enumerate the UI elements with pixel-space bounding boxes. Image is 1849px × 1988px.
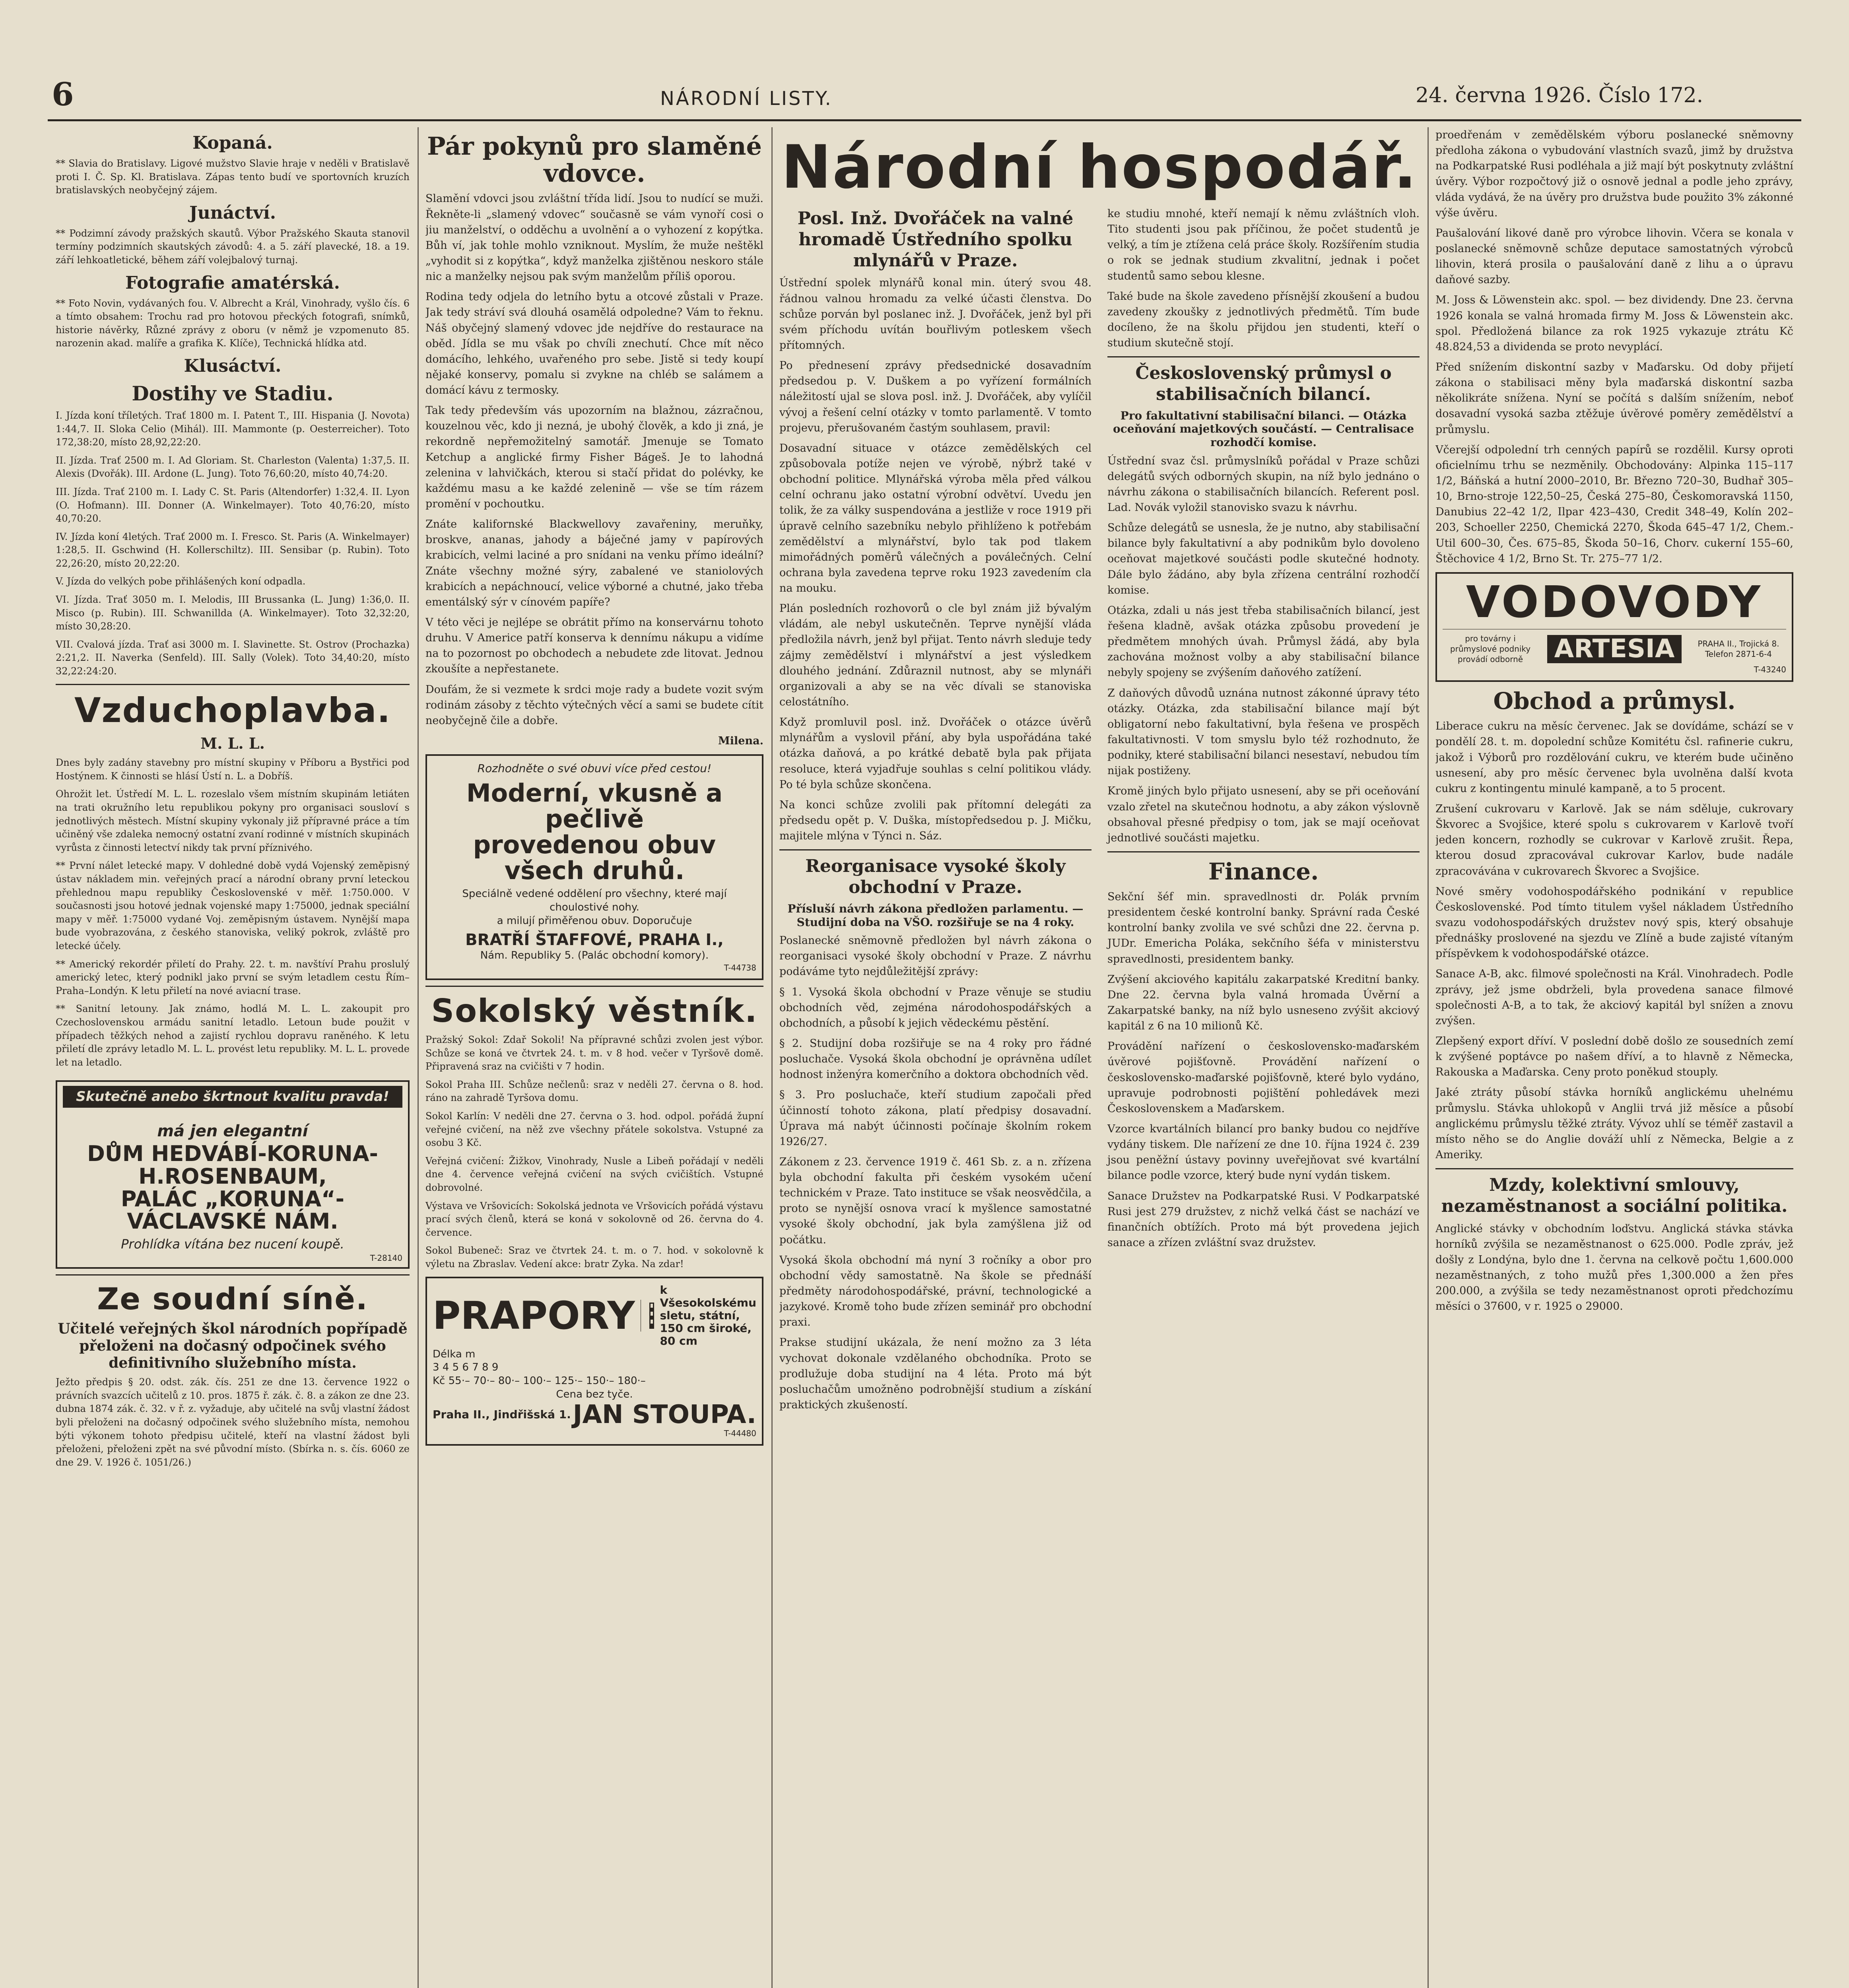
article-text: Znáte kalifornské Blackwellovy zavařeniny, meruňky, broskve, ananas, jahody a báječné jamy v papírových krabicích, velmi laciné a pro snídani na venku přímo ideální? Znáte všechny možné sýry, zabalené ve staniolových krabicích a nepáchnoucí, velice výborné a chutné, jako třeba ementálský sýr v cínovém papíře? (425, 518, 763, 608)
ad-seller: JAN STOUPA. (573, 1400, 756, 1429)
article-text: Z daňových důvodů uznána nutnost zákonné úpravy této otázky. Otázka, zda stabilisační bilance mají být obligatorní nebo fakultativní, byla řešena ve prospěch fakultativnosti. V tom smyslu bylo též rozhodnuto, že podniky, které stabilisační bilanci nesestaví, nebudou tím nijak postiženy. (1107, 687, 1420, 777)
shoe-advertisement (425, 754, 763, 980)
race-result: VII. Cvalová jízda. Trať asi 3000 m. I. Slavinette. St. Ostrov (Prochazka) 2:21,2. II. Naverka (Senfeld). III. Sally (Volek). Toto 34,40:20, místo 32,22:24:20. (56, 639, 410, 677)
article-text: Vzorce kvartálních bilancí pro banky budou co nejdříve vydány tiskem. Dle nařízení ze dne 10. října 1924 č. 239 jsou peněžní ústavy povinny uveřejňovat své kvartální bilance podle vzorce, který bude nyní vydán tiskem. (1107, 1122, 1420, 1182)
ad-title: PRAPORY (433, 1293, 635, 1338)
article-text: ** Americký rekordér přiletí do Prahy. 22. t. m. navštíví Prahu proslulý americký letec, který podnikl jako první se svým letadlem cestu Řím–Praha–Londýn. K letu přiletí na nové aviacní trase. (56, 958, 410, 996)
column-1 (56, 127, 410, 1988)
vodovody-advertisement (1435, 572, 1793, 682)
ad-note: Cena bez tyče. (556, 1388, 633, 1400)
article-text: Dosavadní situace v otázce zemědělských cel způsobovala potíže nejen ve výrobě, nýbrž také v obchodní politice. Mlynářská výroba měla před válkou celní ochranu jako ostatní výrobní odvětví. Uvedu jen tolik, že za války suspendována a jestliže v roce 1919 při úpravě celního sazebníku nebylo přihlíženo k potřebám zemědělství a mlynářství, bylo tak pod tlakem mimořádných poměrů válečných a poválečných. Celní ochrana byla zavedena teprve roku 1923 zavedením cla na mouku. (779, 442, 1092, 595)
article-text: Provádění nařízení o československo-maďarském úvěrové pojišťovně. Provádění nařízení o československo-maďarské pojišťovně, které bylo vydáno, upravuje podrobnosti pojištění pohledávek mezi Československem a Maďarskem. (1107, 1040, 1420, 1115)
article-text: ** První nálet letecké mapy. V dohledné době vydá Vojenský zeměpisný ústav nákladem min. veřejných prací a národní obrany první leteckou přehlednou mapu republiky Československé v měř. 1:750.000. V současnosti jsou hotové jednak vojenské mapy 1:75000, jednak speciální mapy v měř. 1:75000 vydané Voj. zeměpisným ústavem. Nynější mapa bude vyobrazována, z českého stanoviska, veliký pokrok, zvláště pro letecké účely. (56, 860, 410, 951)
article-text: § 3. Pro posluchače, kteří studium započali před účinností tohoto zákona, platí předpisy dosavadní. Úprava má nabýt účinnosti počínaje školním rokem 1926/27. (779, 1089, 1092, 1148)
section-heading: Kopaná. (192, 133, 273, 153)
article-text: Zákonem z 23. července 1919 č. 461 Sb. z. a n. zřízena byla obchodní fakulta při českém vysokém učení technickém v Praze. Tato instituce se však neosvědčila, a proto se nynější osnova vrací k myšlence samostatné vysoké školy obchodní, jak byla zamýšlena již od počátku. (779, 1155, 1092, 1246)
race-result: V. Jízda do velkých pobe přihlášených koní odpadla. (56, 576, 306, 587)
section-heading: Junáctví. (189, 202, 276, 223)
ad-code: T-43240 (1754, 665, 1786, 675)
section-heading: Mzdy, kolektivní smlouvy, nezaměstnanost a sociální politika. (1441, 1175, 1788, 1216)
article-text: Na konci schůze zvolili pak přítomní delegáti za předsedu opět p. V. Duška, místopředsedou p. J. Mičku, majitele mlýna v Týnci n. Sáz. (779, 798, 1092, 843)
divider (56, 684, 410, 685)
article-title: Posl. Inž. Dvořáček na valné hromadě Ústředního spolku mlynářů v Praze. (797, 208, 1074, 271)
article-text: Plán posledních rozhovorů o cle byl znám již bývalým vládám, ale nebyl uskutečněn. Teprve nynější vláda předložila návrh, jenž byl přijat. Tento návrh sleduje tedy zájmy zemědělství i mlynářství a jest výsledkem dlouhého jednání. Zdůraznil nutnost, aby se mlynáři organizovali a aby se na věc dívali se stanoviska celostátního. (779, 602, 1092, 709)
rosenbaum-advertisement (56, 1080, 410, 1268)
article-text: Sokol Karlín: V neděli dne 27. června o 3. hod. odpol. pořádá župní veřejné cvičení, na něž zve všechny přátele sokolstva. Vstupné za osobu 3 Kč. (425, 1110, 763, 1149)
ad-line: Rozhodněte o své obuvi více před cestou! (477, 762, 712, 775)
article-text: Rodina tedy odjela do letního bytu a otcové zůstali v Praze. Jak tedy stráví svá dlouhá osamělá odpoledne? Vám to řeknu. Náš obyčejný slamený vdovec jde nejdříve do restaurace na oběd. Jídla se mu však po chvíli znechutí. Chce mít něco domácího, lehkého, uvařeného pro sebe. Jistě si tedy koupí nějaké konservy, pomalu si zvykne na chléb se salámem a domácí kávu z termosky. (425, 291, 763, 397)
flag-icon (649, 1303, 654, 1329)
article-text: Když promluvil posl. inž. Dvořáček o otázce úvěrů mlynářům a vyslovil přání, aby byla uspořádána také otázka daňová, a po krátké debatě byla pak přijata resoluce, která vyjadřuje souhlas s celní politikou vlády. Po té byla schůze skončena. (779, 716, 1092, 791)
ad-line: má jen elegantní (157, 1122, 308, 1141)
ad-slogan: Skutečně anebo škrtnout kvalitu pravda! (63, 1086, 402, 1108)
article-text: ** Sanitní letouny. Jak známo, hodlá M. L. L. zakoupit pro Czechoslovenskou armádu sanitní letadlo. Letoun bude použit v případech těžkých nehod a zajistí rychlou dopravu raněného. K letu přiletí dle zprávy letadlo M. L. L. provést letu republiky. M. L. L. provede let na letadlo. (56, 1003, 410, 1068)
article-title: Československý průmysl o stabilisačních bilancí. (1135, 363, 1392, 405)
section-title: Národní hospodář. (781, 133, 1418, 202)
ad-line: k Všesokolskému sletu, státní, 150 cm široké, 80 cm (660, 1283, 757, 1348)
article-text: Ježto předpis § 20. odst. zák. čís. 251 ze dne 13. července 1922 o právních svazcích učitelů z 10. pros. 1875 ř. zák. č. 8. a zákon ze dne 23. dubna 1874 zák. č. 32. v ř. z. vyžaduje, aby učitelé na svůj vlastní žádost byli přeloženi na dočasný odpočinek svého služebního místa, nemohou býti výkonem tohoto předpisu učitelé, kteří na vlastní žádost byli přeloženi, přeloženi zpět na své původní místo. (Sbírka n. s. čís. 6060 ze dne 29. V. 1926 č. 1051/26.) (56, 1376, 410, 1468)
ad-city: Praha II., Jindřišská 1. (433, 1408, 571, 1421)
ad-lengths: 3 4 5 6 7 8 9 (433, 1361, 499, 1374)
ad-title: VODOVODY (1466, 576, 1763, 627)
article-text: M. Joss & Löwenstein akc. spol. — bez dividendy. Dne 23. června 1926 konala se valná hromada firmy M. Joss & Löwenstein akc. spol. Předložená bilance za rok 1925 vykazuje ztrátu Kč 48.824,53 a dividenda se proto nevyplácí. (1435, 294, 1793, 353)
article-title: Pár pokynů pro slaměné vdovce. (427, 132, 762, 188)
article-text: Sokol Praha III. Schůze nečlenů: sraz v neděli 27. června o 8. hod. ráno na zahradě Tyršova domu. (425, 1079, 763, 1104)
article-text: ke studiu mnohé, kteří nemají k němu zvláštních vloh. Tito studenti jsou pak příčinou, že počet studentů je velký, a tím je ztížena celá práce školy. Rozšířením studia o rok se jednak studium zkvalitní, jednak i počet studentů samo sebou klesne. (1107, 208, 1420, 282)
section-heading: Obchod a průmysl. (1493, 687, 1736, 715)
article-text: Paušalování likové daně pro výrobce lihovin. Včera se konala v poslanecké sněmovně schůze deputace samostatných výrobců lihovin, která prosila o paušalování daně z lihu a o úpravu daňové sazby. (1435, 227, 1793, 286)
article-text: Zvýšení akciového kapitálu zakarpatské Kreditní banky. Dne 22. června byla valná hromada Úvěrní a Zakarpatské banky, na níž bylo usneseno zvýšit akciový kapitál z 6 na 10 milionů Kč. (1107, 973, 1420, 1033)
section-heading: Ze soudní síně. (97, 1281, 368, 1316)
divider (425, 986, 763, 987)
article-text: Ústřední svaz čsl. průmyslníků pořádal v Praze schůzi delegátů svých odborných skupin, na níž bylo jednáno o návrhu zákona o stabilisačních bilancích. Referent posl. Lad. Novák vyložil stanovisko svazu k návrhu. (1107, 454, 1420, 514)
article-text: Ohrožit let. Ústředí M. L. L. rozeslalo všem místním skupinám letiáten na trati okružního letu republikou pokyny pro organisaci sousloví s jednotlivých městech. Místní skupiny vykonaly již přípravné práce a tím učiněný vše zdaleka nemocný ostatní zvaní rodinné v místních skupinách vyrůsta z činnosti letectví nikdy tak první příznivého. (56, 788, 410, 853)
article-author: Milena. (718, 735, 763, 747)
article-text: Sanace A-B, akc. filmové společnosti na Král. Vinohradech. Podle zprávy, jež jsme obdrželi, byla provedena sanace filmové společnosti A-B, a to tak, že akciový kapitál byl snížen a znovu zvýšen. (1435, 968, 1793, 1027)
divider (56, 1274, 410, 1276)
ad-code: T-28140 (370, 1253, 402, 1263)
ad-address: Nám. Republiky 5. (Palác obchodní komory). (480, 949, 709, 962)
subcolumn-right (1107, 206, 1420, 1417)
ad-line: a milují přiměřenou obuv. Doporučuje (497, 914, 692, 927)
article-title: Dostihy ve Stadiu. (132, 381, 334, 405)
article-text: Slamění vdovci jsou zvláštní třída lidí. Jsou to nudící se muži. Řekněte-li „slamený vdovec“ současně se vám vynoří cosi o jiu manželství, o odděchu a uvolnění a o vyhození z kopýtka. Bůh ví, jak tohle mohlo vzniknout. Myslím, že muže neštěkl „vyhodit si z kopýtka“, když manželka zjištěnou neskoro stále nic a manželky nejsou pak svým manželům příliš oporou. (425, 192, 763, 283)
article-text: Poslanecké sněmovně předložen byl návrh zákona o reorganisaci vysoké školy obchodní v Praze. Z návrhu podáváme tyto nejdůležitější zprávy: (779, 934, 1092, 978)
prapory-advertisement (425, 1277, 763, 1446)
article-text: Sekční šéf min. spravedlnosti dr. Polák prvním presidentem české kontrolní banky. Správní rada České kontrolní banky zvolila ve své schůzi dne 22. června p. JUDr. Emericha Poláka, sekčního šéfa v ministerstvu spravedlnosti, presidentem banky. (1107, 891, 1420, 965)
market-report: Včerejší odpolední trh cenných papírů se rozdělil. Kursy oproti oficielnímu trhu se nezměnily. Obchodovány: Alpinka 115–117 1/2, Báňská a hutní 2000–2010, Br. Březno 720–30, Budhař 305–10, Brno-stroje 122,50–25, Česká 275–80, Českomoravská 1150, Danubius 22–42 1/2, Ilpar 423–430, Credit 348–49, Kolín 202–203, Schoeller 2250, Chemická 2270, Škoda 645–47 1/2, Chem.-Util 600–30, Čes. 675–85, Škoda 50–16, Chorv. cukerní 155–60, Štěchovice 4 1/2, Brno St. Tr. 275–77 1/2. (1435, 443, 1793, 565)
article-text: Veřejná cvičení: Žižkov, Vinohrady, Nusle a Libeň pořádají v neděli dne 4. července veřejná cvičení na svých cvičištích. Vstupné dobrovolné. (425, 1155, 763, 1194)
masthead: NÁRODNÍ LISTY. (660, 87, 833, 110)
race-result: II. Jízda. Trať 2500 m. I. Ad Gloriam. St. Charleston (Valenta) 1:37,5. II. Alexis (Dvořák). III. Ardone (L. Jung). Toto 76,60:20, místo 40,74:20. (56, 454, 410, 480)
ad-tagline: pro továrny i průmyslové podniky provádí odborně (1450, 634, 1531, 664)
section-heading: Vzduchoplavba. (74, 690, 391, 730)
article-text: Ústřední spolek mlynářů konal min. úterý svou 48. řádnou valnou hromadu za velké účasti členstva. Do schůze porván byl poslanec inž. J. Dvořáček, jenž byl při svém příchodu uvítán bouřlivým potleskem všech přítomných. (779, 277, 1092, 351)
article-text: ** Podzimní závody pražských skautů. Výbor Pražského Skauta stanovil termíny podzimních skautských závodů: 4. a 5. září plavecké, 18. a 19. září lehkoatletické, během září volejbalový turnaj. (56, 227, 410, 266)
section-heading: Fotografie amatérská. (125, 272, 340, 293)
article-text: Liberace cukru na měsíc červenec. Jak se dovídáme, schází se v pondělí 28. t. m. dopolední schůze Komitétu čsl. rafinerie cukru, jakož i Výborů pro rozdělování cukru, ve kterém bude učiněno usnesení, aby pro měsíc červenec byla uvolněna další kvota cukru z kontingentu minulé kampaně, a to 5 procent. (1435, 720, 1793, 795)
divider (1435, 1168, 1793, 1169)
article-text: Sokol Bubeneč: Sraz ve čtvrtek 24. t. m. o 7. hod. v sokolovně k výletu na Zbraslav. Vedení akce: bratr Zyka. Na zdar! (425, 1245, 763, 1270)
race-result: III. Jízda. Trať 2100 m. I. Lady C. St. Paris (Altendorfer) 1:32,4. II. Lyon (O. Hofmann). III. Donner (A. Winkelmayer). Toto 40,76:20, místo 40,70:20. (56, 486, 410, 524)
article-text: Vysoká škola obchodní má nyní 3 ročníky a obor pro obchodní vědy samostatně. Na škole se přednáší předměty národohospodářské, právní, technologické a jazykové. Kromě toho bude zřízen seminář pro obchodní praxi. (779, 1254, 1092, 1329)
article-title: Reorganisace vysoké školy obchodní v Praze. (805, 856, 1066, 898)
article-text: Po přednesení zprávy předsednické dosavadním předsedou p. V. Duškem a po vyřízení formálních náležitostí ujal se slova posl. inž. J. Dvořáček, aby vylíčil vývoj a řešení celní otázky v tomto parlamentě. V tomto projevu, přerušovaném častým souhlasem, pravil: (779, 359, 1092, 434)
article-text: Sanace Družstev na Podkarpatské Rusi. V Podkarpatské Rusi jest 279 družstev, z nichž velká část se nachází ve finančních obtížích. Proto má být provedena jejich sanace a zřízen zvláštní svaz družstev. (1107, 1190, 1420, 1249)
article-text: Před snížením diskontní sazby v Maďarsku. Od doby přijetí zákona o stabilisaci měny byla maďarská diskontní sazba několikráte snížena. Nyní se počítá s dalším snížením, neboť dosavadní vysoká sazba ztěžuje úvěrové poměry zemědělství a průmyslu. (1435, 361, 1793, 436)
column-divider (418, 127, 419, 1988)
article-text: § 2. Studijní doba rozšiřuje se na 4 roky pro řádné posluchače. Vysoká škola obchodní je oprávněna udílet hodnost inženýra komerčního a doktora obchodních věd. (779, 1037, 1092, 1081)
article-text: Zlepšený export dříví. V poslední době došlo ze sousedních zemí k zvýšené poptávce po našem dříví, a to hlavně z Německa, Rakouska a Maďarska. Ceny proto poněkud stouply. (1435, 1035, 1793, 1079)
race-result: IV. Jízda koní 4letých. Trať 2000 m. I. Fresco. St. Paris (A. Winkelmayer) 1:28,5. II. Gschwind (H. Kollerschiltz). III. Sensibar (p. Rubin). Toto 22,26:20, místo 20,22:20. (56, 531, 410, 569)
divider (1107, 356, 1420, 357)
section-heading: Sokolský věstník. (431, 992, 758, 1030)
section-heading: Finance. (1208, 858, 1319, 885)
article-text: ** Slavia do Bratislavy. Ligové mužstvo Slavie hraje v neděli v Bratislavě proti I. Č. Sp. Kl. Bratislava. Zápas tento budí ve sportovních kruzích bratislavských neobyčejný zájem. (56, 158, 410, 196)
article-text: Tak tedy především vás upozorním na blažnou, zázračnou, kouzelnou věc, kdo ji nezná, je ubohý člověk, a kdo ji zná, je rekordně nepřemožitelný samotář. Jmenuje se Tomato Ketchup a anglické firmy Fisher Bágeš. Je to lahodná zelenina v lahvičkách, kterou si stačí přidat do polévky, ke každému masu a ke každé zelenině — vše se tím rázem promění v pochoutku. (425, 404, 763, 511)
subcolumn-left (779, 206, 1092, 1417)
article-subtitle: Přísluší návrh zákona předložen parlamentu. — Studijní doba na VŠO. rozšiřuje se na 4 roky. (787, 902, 1084, 929)
article-text: Schůze delegátů se usnesla, že je nutno, aby stabilisační bilance byly fakultativní a aby podnikům bylo dovoleno oceňovat majetkové součásti podle skutečné hodnoty. Dále bylo žádáno, aby byla zřízena centrální rozhodčí komise. (1107, 522, 1420, 596)
column-3 (779, 127, 1420, 1988)
race-result: VI. Jízda. Trať 3050 m. I. Melodis, III Brussanka (L. Jung) 1:36,0. II. Misco (p. Rubin). III. Schwanillda (A. Winkelmayer). Toto 32,32:20, místo 30,28:20. (56, 594, 410, 632)
ad-brand: ARTESIA (1547, 635, 1682, 663)
race-result: I. Jízda koní tříletých. Trať 1800 m. I. Patent T., III. Hispania (J. Novota) 1:44,7. II. Sloka Celio (Mihál). III. Mammonte (p. Oesterreicher). Toto 172,38:20, místo 28,92,22:20. (56, 410, 410, 448)
column-divider (771, 127, 773, 1988)
article-text: Prakse studijní ukázala, že není možno za 3 léta vychovat dokonale vzdělaného obchodníka. Proto se prodlužuje doba studijní na 4 léta. Proto má být posluchačům umožněno podrobnější studium a získání praktických zkušeností. (779, 1336, 1092, 1411)
ad-line: provedenou obuv všech druhů. (473, 830, 716, 885)
ad-prices: Kč 55·– 70·– 80·– 100·– 125·– 150·– 180·– (433, 1375, 646, 1387)
article-text: Dnes byly zadány stavebny pro místní skupiny v Příboru a Bystřici pod Hostýnem. K činnosti se hlásí Ústí n. L. a Dobříš. (56, 757, 410, 782)
divider (1107, 851, 1420, 852)
ad-code: T-44738 (724, 963, 756, 973)
ad-address: PRAHA II., Trojická 8. Telefon 2871-6-4 (1698, 639, 1779, 659)
article-text: Doufám, že si vezmete k srdci moje rady a budete vozit svým rodinám zásoby z těchto výtečných věcí a sami se budete cítit neobyčejně čile a dobře. (425, 683, 763, 727)
article-text: proedřenám v zemědělském výboru poslanecké sněmovny předloha zákona o vybudování vlastních svazů, jimž by družstva na Podkarpatské Rusi podléhala a již mají být poskytnuty zvláštní úvěry. Výbor rozpočtový již o osnově jednal a podle jeho zprávy, vláda vydává, že na úvěry pro družstva bude použito 3% zákonné výše úvěru. (1435, 129, 1793, 219)
article-text: Anglické stávky v obchodním loďstvu. Anglická stávka stávka horníků zvýšila se nezaměstnanost o 625.000. Podle zpráv, jež došly z Londýna, bylo dne 1. června na celkově počtu 1,600.000 nezaměstnaných, z toho mužů přes 1,300.000 a žen přes 200.000, a zvýšila se tedy nezaměstnanost oproti předchozímu měsíci o 37600, v r. 1925 o 29000. (1435, 1222, 1793, 1313)
article-text: Také bude na škole zavedeno přísnější zkoušení a budou zavedeny zkoušky z jednotlivých předmětů. Tím bude docíleno, že na školu přijdou jen studenti, kteří o studium skutečně stojí. (1107, 290, 1420, 349)
page-number: 6 (52, 76, 74, 113)
article-text: Nové směry vodohospodářského podnikání v republice Československé. Pod tímto titulem vyšel nákladem Ústředního svazu vodohospodářských družstev nový spis, který obsahuje přednášky proslovené na sjezdu ve Zlíně a bude zajisté vítaným příspěvkem k vodohospodářské otázce. (1435, 885, 1793, 960)
ad-company: BRATŘÍ ŠTAFFOVÉ, PRAHA I., (465, 931, 724, 949)
ad-line: Moderní, vkusně a pečlivě (466, 778, 723, 833)
ad-lengths-label: Délka m (433, 1348, 476, 1360)
header-rule (48, 119, 1801, 121)
article-text: Jaké ztráty působí stávka horníků anglickému uhelnému průmyslu. Stávka uhlokopů v Anglii trvá již měsíce a působí anglickému průmyslu těžké ztráty. Vývoz uhlí se téměř zastavil a místo něho se do Anglie dováží uhlí z Německa, Belgie a z Ameriky. (1435, 1086, 1793, 1161)
article-text: § 1. Vysoká škola obchodní v Praze věnuje se studiu obchodních věd, zejména národohospodářských a obchodních, a působí k jejich vědeckému pěstění. (779, 986, 1092, 1029)
ad-line: Prohlídka vítána bez nucení koupě. (121, 1237, 344, 1252)
column-divider (1428, 127, 1429, 1988)
ad-line: Speciálně vedené oddělení pro všechny, které mají choulostivé nohy. (462, 887, 727, 913)
article-text: Kromě jiných bylo přijato usnesení, aby se při oceňování vzalo zřetel na skutečnou hodnotu, a aby zákon výslovně obsahoval přesné předpisy o tom, jak se mají oceňovat jednotlivé součásti majetku. (1107, 785, 1420, 844)
article-text: V této věci je nejlépe se obrátit přímo na konservárnu tohoto druhu. V Americe patří konserva k dennímu nákupu a vidíme na to pozornost po obchodech a nebudete zde litovat. Jednou zkoušíte a nepřestanete. (425, 616, 763, 676)
article-subtitle: Pro fakultativní stabilisační bilanci. — Otázka oceňování majetkových součástí. — Centralisace rozhodčí komise. (1113, 409, 1414, 449)
divider (779, 849, 1092, 850)
ad-line: PALÁC „KORUNA“-VÁCLAVSKÉ NÁM. (120, 1186, 345, 1234)
section-subheading: M. L. L. (200, 734, 265, 752)
column-4 (1435, 127, 1793, 1988)
article-text: ** Foto Novin, vydávaných fou. V. Albrecht a Král, Vinohrady, vyšlo čís. 6 a tímto obsahem: Trochu rad pro hotovou přeckých fotografi, snímků, historie návěrky, Různé zprávy z oboru (v němž je vzpomenuto 85. narozenin akad. malíře a grafika K. Klíče), Technická hlídka atd. (56, 297, 410, 349)
article-text: Výstava ve Vršovicích: Sokolská jednota ve Vršovicích pořádá výstavu prací svých členů, která se koná v sokolovně od 26. června do 4. července. (425, 1200, 763, 1238)
article-title: Učitelé veřejných škol národních popřípadě přeloženi na dočasný odpočinek svého definitivního služebního místa. (58, 1320, 408, 1372)
date-issue: 24. června 1926. Číslo 172. (1416, 83, 1703, 107)
column-2 (425, 127, 763, 1988)
article-text: Zrušení cukrovaru v Karlově. Jak se nám sděluje, cukrovary Škvorec a Svojšice, které spolu s cukrovarem v Karlově tvoří jeden koncern, rozhodly se cukrovar v Karlově zrušit. Řepa, kterou dosud zpracovával cukrovar Karlov, bude nadále zpracovávána v cukrovarech Škvorec a Svojšice. (1435, 803, 1793, 878)
article-text: Pražský Sokol: Zdař Sokoli! Na přípravné schůzi zvolen jest výbor. Schůze se koná ve čtvrtek 24. t. m. v 8 hod. večer v Tyršově domě. Připravená sraz na cvičišti v 7 hodin. (425, 1034, 763, 1072)
ad-code: T-44480 (724, 1428, 756, 1438)
ad-line: DŮM HEDVÁBÍ-KORUNA-H.ROSENBAUM, (87, 1141, 378, 1189)
article-text: Otázka, zdali u nás jest třeba stabilisačních bilancí, jest řešena kladně, avšak otázka způsobu provedení je předmětem mnohých úvah. Průmysl žádá, aby byla zachována možnost volby a aby stabilisační bilance nebyly spojeny se zvýšením daňového zatížení. (1107, 604, 1420, 679)
section-heading: Klusáctví. (184, 355, 282, 376)
